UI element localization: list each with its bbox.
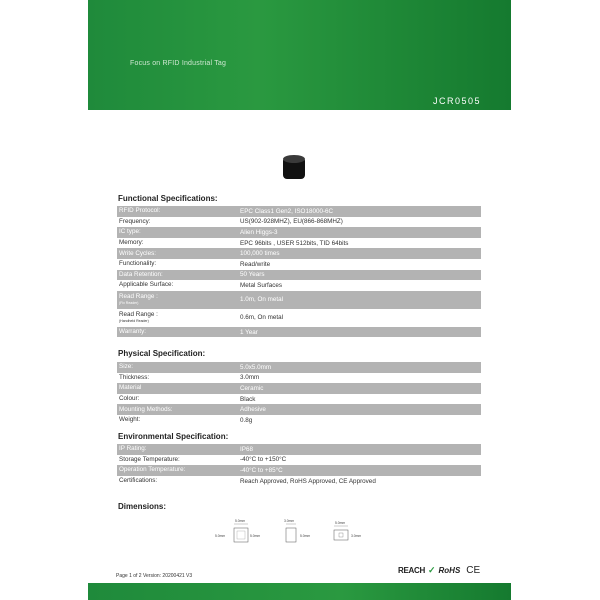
spec-value: 1.0m, On metal	[240, 296, 284, 304]
check-icon: ✓	[427, 565, 436, 575]
spec-row	[117, 206, 481, 217]
spec-label: Colour:	[119, 394, 140, 402]
spec-value: Read/write	[240, 260, 271, 268]
spec-label: Mounting Methods:	[119, 405, 173, 413]
spec-label: IC type:	[119, 228, 141, 236]
spec-row	[117, 327, 481, 338]
spec-label: Warranty:	[119, 327, 147, 335]
spec-value: 0.6m, On metal	[240, 314, 284, 322]
spec-label: Functionality:	[119, 260, 157, 268]
spec-label: Thickness:	[119, 373, 150, 381]
dim1-right-label: 5.0mm	[250, 534, 261, 538]
certification-logos	[398, 565, 480, 576]
spec-value: 0.8g	[240, 416, 253, 424]
model-number: JCR0505	[432, 96, 481, 106]
spec-label: Memory:	[119, 238, 144, 246]
spec-row	[117, 394, 481, 405]
spec-row	[117, 404, 481, 415]
spec-label: RFID Protocol:	[119, 207, 161, 215]
dim1-top-label: 5.0mm	[235, 519, 246, 523]
spec-value: -40°C to +150°C	[240, 456, 287, 464]
spec-row	[117, 362, 481, 373]
page-version-note: Page 1 of 2 Version: 20200421 V3	[116, 573, 193, 579]
physical-title: Physical Specification:	[118, 349, 206, 358]
spec-value: EPC 96bits , USER 512bits, TID 64bits	[240, 239, 349, 247]
spec-row	[117, 444, 481, 455]
spec-label: Certifications:	[119, 476, 158, 484]
spec-value: Black	[240, 395, 256, 403]
spec-row	[117, 270, 481, 281]
spec-label: Write Cycles:	[119, 249, 156, 257]
spec-label-sub: (Fix Reader)	[119, 300, 139, 305]
spec-value: 50 Years	[240, 271, 265, 279]
spec-label: Size:	[119, 363, 133, 371]
spec-value: Alien Higgs-3	[240, 228, 278, 236]
spec-row	[117, 238, 481, 249]
spec-row	[117, 415, 481, 426]
reach-logo: REACH	[398, 566, 425, 575]
spec-value: IP68	[240, 445, 253, 453]
dim3-right-label: 3.0mm	[351, 534, 362, 538]
spec-value: EPC Class1 Gen2, ISO18000-6C	[240, 207, 334, 215]
spec-label: Data Retention:	[119, 270, 163, 278]
dim3-top-label: 5.0mm	[335, 521, 346, 525]
spec-label-sub: (Handheld Reader)	[119, 318, 149, 323]
dim2-right-label: 5.0mm	[300, 534, 311, 538]
product-image	[283, 155, 305, 181]
spec-label: Read Range : (Fix Reader)	[117, 294, 239, 305]
functional-title: Functional Specifications:	[118, 194, 218, 203]
spec-row	[117, 476, 481, 487]
spec-value: Reach Approved, RoHS Approved, CE Approved	[240, 477, 376, 485]
spec-row	[117, 280, 481, 291]
spec-row	[117, 309, 481, 327]
spec-label: Weight:	[119, 416, 141, 424]
spec-label: IP Rating:	[119, 445, 147, 453]
spec-row	[117, 291, 481, 309]
dim1-left-label: 5.0mm	[215, 534, 226, 538]
spec-value: -40°C to +85°C	[240, 466, 283, 474]
spec-label: Read Range : (Handheld Reader)	[117, 312, 239, 323]
spec-row	[117, 383, 481, 394]
spec-row	[117, 465, 481, 476]
header-banner	[88, 0, 511, 110]
spec-row	[117, 373, 481, 384]
spec-label: Storage Temperature:	[119, 455, 180, 463]
rohs-logo: RoHS	[438, 566, 461, 575]
spec-value: Ceramic	[240, 384, 264, 392]
dim2-top-label: 3.0mm	[284, 519, 295, 523]
spec-value: 100,000 times	[240, 250, 280, 258]
spec-value: US(902-928MHZ), EU(866-868MHZ)	[240, 218, 343, 226]
spec-value: 3.0mm	[240, 374, 260, 382]
spec-row	[117, 217, 481, 228]
environmental-title: Environmental Specification:	[118, 432, 229, 441]
functional-table	[117, 206, 481, 337]
spec-value: Adhesive	[240, 406, 266, 414]
dimensions-title: Dimensions:	[118, 502, 167, 511]
physical-table	[117, 362, 481, 426]
tagline: Focus on RFID Industrial Tag	[130, 60, 227, 67]
ce-logo: CE	[466, 565, 481, 576]
footer-banner	[88, 583, 511, 600]
spec-row	[117, 455, 481, 466]
spec-row	[117, 259, 481, 270]
environmental-table	[117, 444, 481, 486]
spec-value: Metal Surfaces	[240, 281, 282, 289]
spec-label: Applicable Surface:	[119, 281, 174, 289]
spec-label: Frequency:	[119, 217, 151, 225]
spec-row	[117, 227, 481, 238]
spec-row	[117, 248, 481, 259]
spec-label: Material	[119, 384, 142, 392]
spec-value: 5.0x5.0mm	[240, 363, 272, 371]
spec-value: 1 Year	[240, 328, 258, 336]
dimension-diagrams	[214, 518, 374, 550]
spec-label: Operation Temperature:	[119, 466, 186, 474]
